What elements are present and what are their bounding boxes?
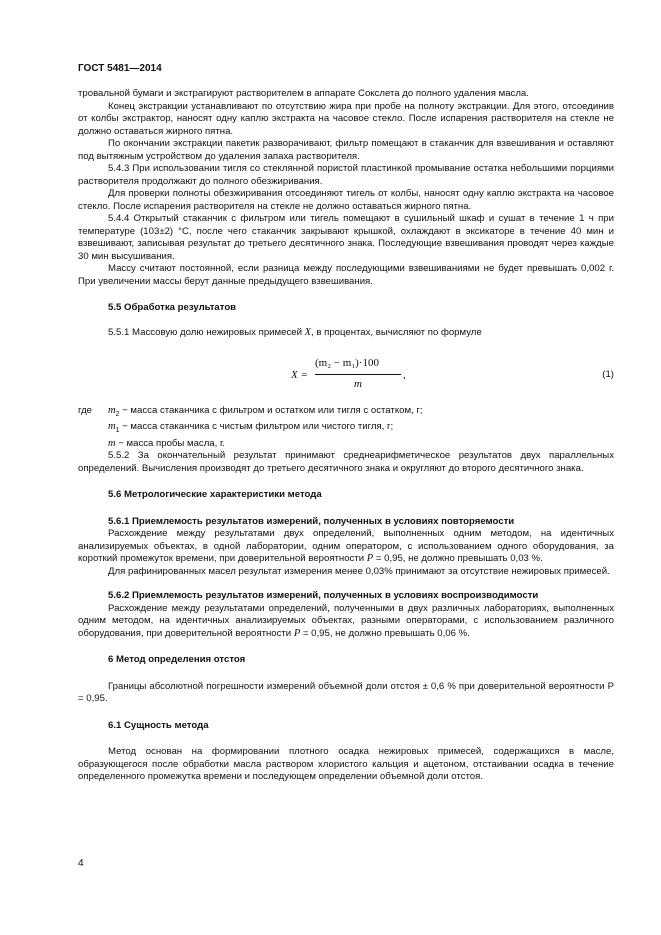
definitions [78,405,614,450]
symbol: m [108,437,116,449]
formula-1 [78,351,614,397]
paragraph-5-5-2: 5.5.2 За окончательный результат принимают среднеарифметическое результатов двух параллельных определений. Вычисления производят до третьего десятичного знака и округляют до второго десятичного знака. [78,450,614,474]
formula-intro [78,327,614,340]
paragraph: 5.4.4 Открытый стаканчик с фильтром или тигель помещают в сушильный шкаф и сушат в течение 1 ч при температуре (103±2) °С, после чего стаканчик закрывают крышкой, охлаждают в эксикаторе в течение 40 мин и взвешивают, записывая результат до третьего десятичного знака. Последующие взвешивания проводят через каждые 30 мин высушивания. [78,213,614,262]
variable-p: Р [293,627,301,639]
text: = 0,95, не должно превышать 0,06 %. [300,627,470,639]
subscript: 1 [115,427,120,435]
formula-numerator: (m₂ − m₁)·100 [315,357,379,369]
definition-text: − масса стаканчика с чистым фильтром или чистого тигля, г; [119,421,394,433]
equation-number: (1) [602,369,614,380]
subsection-heading-6-1: 6.1 Сущность метода [108,719,209,731]
intro-text: 5.5.1 Массовую долю нежировых примесей [108,326,305,338]
symbol: m [108,405,116,416]
formula-denominator: m [354,378,362,390]
formula-expression [291,357,511,399]
document-body [78,88,614,784]
document-header: ГОСТ 5481—2014 [78,63,162,74]
variable-x: X [304,326,312,338]
formula-comma: , [403,369,406,381]
definition-m1 [108,421,614,437]
paragraph [78,528,614,566]
fraction-bar [315,374,401,375]
formula-lhs: X = [291,369,308,381]
subsection-heading-5-6-2: 5.6.2 Приемлемость результатов измерений, полученных в условиях воспроизводимости [108,590,539,602]
paragraph: Метод основан на формировании плотного осадка нежировых примесей, содержащихся в масле, образующегося после обработки масла раствором хлористого кальция и ацетоном, отстаивании осадка в течение определенного промежутка времени и последующем определении объемной доли отстоя. [78,746,614,783]
section-heading-5-6: 5.6 Метрологические характеристики метода [108,489,322,501]
subscript: 2 [115,410,120,418]
definition-text: − масса стаканчика с фильтром и остатком или тигля с остатком, г; [119,405,423,416]
paragraph: 5.4.3 При использовании тигля со стеклянной пористой пластинкой промывание остатка небольшими порциями растворителя продолжают до полного обезжиривания. [78,163,614,187]
where-word: где [78,405,93,416]
variable-p: Р [366,553,374,565]
paragraph: По окончании экстракции пакетик разворачивают, фильтр помещают в стаканчик для взвешивания и оставляют под вытяжным устройством до удаления запаха растворителя. [78,138,614,162]
definition-m [108,438,614,451]
definition-text: − масса пробы масла, г. [115,437,225,449]
paragraph: Границы абсолютной погрешности измерений объемной доли отстоя ± 0,6 % при доверительной вероятности Р = 0,95. [78,680,614,705]
section-heading-6: 6 Метод определения отстоя [108,654,246,666]
text: Расхождение между результатами двух определений, выполненных одним методом, на идентичных анализируемых объектах, в одной лаборатории, одним оператором, с использованием одного оборудования, за короткий промежуток времени, при доверительной вероятности [78,528,614,565]
intro-text: , в процентах, вычисляют по формуле [311,326,482,338]
paragraph: Для рафинированных масел результат измерения менее 0,03% принимают за отсутствие нежировых примесей. [108,565,610,577]
paragraph: Массу считают постоянной, если разница между последующими взвешиваниями не будет превышать 0,002 г. При увеличении массы берут данные предыдущего взвешивания. [78,263,614,287]
paragraph: Для проверки полноты обезжиривания отсоединяют тигель от колбы, наносят одну каплю экстракта на часовое стекло. После испарения растворителя на стекле не должно оставаться жирного пятна. [78,188,614,212]
subsection-heading-5-6-1: 5.6.1 Приемлемость результатов измерений, полученных в условиях повторяемости [108,515,515,527]
section-heading-5-5: 5.5 Обработка результатов [108,302,237,313]
paragraph: Конец экстракции устанавливают по отсутствию жира при пробе на полноту экстракции. Для этого, отсоединив от колбы экстрактор, наносят одну каплю экстракта на часовое стекло. После испарения растворителя на стекле не должно оставаться жирного пятна. [78,100,614,137]
paragraph: тровальной бумаги и экстрагируют растворителем в аппарате Сокслета до полного удаления масла. [78,88,529,99]
paragraph [78,603,614,641]
page-number: 4 [78,858,84,869]
symbol: m [108,421,116,433]
text: = 0,95, не должно превышать 0,03 %. [373,553,543,565]
definition-m2 [108,405,614,421]
text: Расхождение между результатами определений, полученными в двух различных лабораториях, выполненных одним методом, на идентичных анализируемых объектах, разными операторами, с использованием различного оборудования, при доверительной вероятности [78,602,614,639]
